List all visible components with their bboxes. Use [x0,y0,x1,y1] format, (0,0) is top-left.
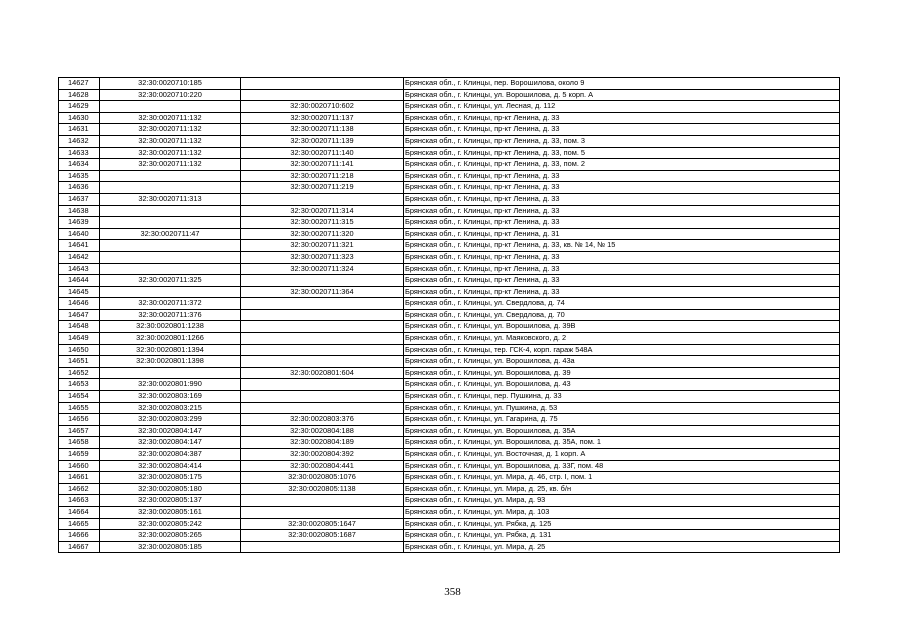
parcel-cadastral-number-cell: 32:30:0020803:169 [100,391,241,403]
parcel-cadastral-number-cell: 32:30:0020801:1394 [100,344,241,356]
table-row [59,344,840,356]
address-cell: Брянская обл., г. Клинцы, ул. Ворошилова, д. 39 [404,367,840,379]
address-cell: Брянская обл., г. Клинцы, ул. Мира, д. 46, стр. I, пом. 1 [404,472,840,484]
page-number: 358 [444,586,461,598]
row-number-cell: 14644 [59,275,100,287]
table-row [59,147,840,159]
address-cell: Брянская обл., г. Клинцы, пр-кт Ленина, д. 33 [404,112,840,124]
address-cell: Брянская обл., г. Клинцы, ул. Пушкина, д. 53 [404,402,840,414]
row-number-cell: 14640 [59,228,100,240]
address-cell: Брянская обл., г. Клинцы, ул. Рябка, д. 131 [404,530,840,542]
address-cell: Брянская обл., г. Клинцы, ул. Лесная, д. 112 [404,101,840,113]
address-cell: Брянская обл., г. Клинцы, ул. Мира, д. 103 [404,506,840,518]
object-cadastral-number-cell: 32:30:0020711:141 [241,159,404,171]
row-number-cell: 14659 [59,449,100,461]
object-cadastral-number-cell: 32:30:0020710:602 [241,101,404,113]
parcel-cadastral-number-cell [100,101,241,113]
parcel-cadastral-number-cell: 32:30:0020801:1398 [100,356,241,368]
address-cell: Брянская обл., г. Клинцы, ул. Мира, д. 25 [404,541,840,553]
object-cadastral-number-cell [241,89,404,101]
row-number-cell: 14657 [59,425,100,437]
parcel-cadastral-number-cell: 32:30:0020805:137 [100,495,241,507]
parcel-cadastral-number-cell: 32:30:0020711:132 [100,135,241,147]
object-cadastral-number-cell: 32:30:0020711:364 [241,286,404,298]
row-number-cell: 14636 [59,182,100,194]
table-row [59,541,840,553]
address-cell: Брянская обл., г. Клинцы, пр-кт Ленина, д. 33, пом. 5 [404,147,840,159]
object-cadastral-number-cell [241,321,404,333]
row-number-cell: 14651 [59,356,100,368]
parcel-cadastral-number-cell [100,367,241,379]
address-cell: Брянская обл., г. Клинцы, тер. ГСК-4, корп. гараж 548А [404,344,840,356]
table-row [59,309,840,321]
parcel-cadastral-number-cell [100,205,241,217]
parcel-cadastral-number-cell: 32:30:0020710:185 [100,78,241,90]
row-number-cell: 14635 [59,170,100,182]
row-number-cell: 14650 [59,344,100,356]
address-cell: Брянская обл., г. Клинцы, ул. Маяковского, д. 2 [404,333,840,345]
table-row [59,263,840,275]
row-number-cell: 14638 [59,205,100,217]
parcel-cadastral-number-cell: 32:30:0020805:161 [100,506,241,518]
object-cadastral-number-cell [241,506,404,518]
address-cell: Брянская обл., г. Клинцы, пр-кт Ленина, д. 33 [404,205,840,217]
table-row [59,251,840,263]
address-cell: Брянская обл., г. Клинцы, пр-кт Ленина, д. 33, пом. 2 [404,159,840,171]
row-number-cell: 14639 [59,217,100,229]
parcel-cadastral-number-cell: 32:30:0020711:47 [100,228,241,240]
row-number-cell: 14653 [59,379,100,391]
object-cadastral-number-cell: 32:30:0020711:321 [241,240,404,252]
row-number-cell: 14627 [59,78,100,90]
table-row [59,414,840,426]
row-number-cell: 14664 [59,506,100,518]
table-row [59,472,840,484]
address-cell: Брянская обл., г. Клинцы, ул. Ворошилова, д. 43а [404,356,840,368]
address-cell: Брянская обл., г. Клинцы, пер. Пушкина, д. 33 [404,391,840,403]
table-row [59,205,840,217]
parcel-cadastral-number-cell [100,251,241,263]
address-cell: Брянская обл., г. Клинцы, пр-кт Ленина, д. 33 [404,182,840,194]
table-row [59,367,840,379]
table-row [59,170,840,182]
address-cell: Брянская обл., г. Клинцы, ул. Мира, д. 25, кв. б/н [404,483,840,495]
object-cadastral-number-cell: 32:30:0020804:188 [241,425,404,437]
object-cadastral-number-cell: 32:30:0020711:323 [241,251,404,263]
parcel-cadastral-number-cell: 32:30:0020805:185 [100,541,241,553]
address-cell: Брянская обл., г. Клинцы, пр-кт Ленина, д. 33 [404,251,840,263]
address-cell: Брянская обл., г. Клинцы, ул. Восточная, д. 1 корп. А [404,449,840,461]
parcel-cadastral-number-cell: 32:30:0020711:132 [100,124,241,136]
address-cell: Брянская обл., г. Клинцы, ул. Рябка, д. 125 [404,518,840,530]
object-cadastral-number-cell: 32:30:0020711:139 [241,135,404,147]
parcel-cadastral-number-cell: 32:30:0020805:242 [100,518,241,530]
address-cell: Брянская обл., г. Клинцы, ул. Ворошилова, д. 5 корп. А [404,89,840,101]
table-row [59,135,840,147]
object-cadastral-number-cell: 32:30:0020711:320 [241,228,404,240]
parcel-cadastral-number-cell: 32:30:0020711:372 [100,298,241,310]
row-number-cell: 14642 [59,251,100,263]
parcel-cadastral-number-cell [100,263,241,275]
object-cadastral-number-cell: 32:30:0020804:392 [241,449,404,461]
address-cell: Брянская обл., г. Клинцы, ул. Свердлова, д. 74 [404,298,840,310]
address-cell: Брянская обл., г. Клинцы, пр-кт Ленина, д. 33 [404,275,840,287]
object-cadastral-number-cell: 32:30:0020711:138 [241,124,404,136]
table-row [59,483,840,495]
parcel-cadastral-number-cell: 32:30:0020711:313 [100,193,241,205]
address-cell: Брянская обл., г. Клинцы, пр-кт Ленина, д. 33 [404,286,840,298]
row-number-cell: 14661 [59,472,100,484]
parcel-cadastral-number-cell: 32:30:0020711:132 [100,159,241,171]
address-cell: Брянская обл., г. Клинцы, ул. Ворошилова, д. 39В [404,321,840,333]
table-row [59,240,840,252]
table-row [59,101,840,113]
address-cell: Брянская обл., г. Клинцы, ул. Ворошилова, д. 35А [404,425,840,437]
row-number-cell: 14660 [59,460,100,472]
table-row [59,425,840,437]
object-cadastral-number-cell [241,391,404,403]
address-cell: Брянская обл., г. Клинцы, ул. Гагарина, д. 75 [404,414,840,426]
object-cadastral-number-cell: 32:30:0020805:1687 [241,530,404,542]
table-row [59,356,840,368]
object-cadastral-number-cell: 32:30:0020804:441 [241,460,404,472]
parcel-cadastral-number-cell [100,170,241,182]
object-cadastral-number-cell [241,541,404,553]
address-cell: Брянская обл., г. Клинцы, пр-кт Ленина, д. 33 [404,170,840,182]
row-number-cell: 14630 [59,112,100,124]
row-number-cell: 14663 [59,495,100,507]
table-row [59,506,840,518]
parcel-cadastral-number-cell: 32:30:0020804:147 [100,437,241,449]
row-number-cell: 14647 [59,309,100,321]
object-cadastral-number-cell: 32:30:0020805:1647 [241,518,404,530]
row-number-cell: 14645 [59,286,100,298]
row-number-cell: 14646 [59,298,100,310]
address-cell: Брянская обл., г. Клинцы, пр-кт Ленина, д. 33 [404,124,840,136]
table-row [59,89,840,101]
parcel-cadastral-number-cell [100,240,241,252]
table-row [59,124,840,136]
table-row [59,379,840,391]
object-cadastral-number-cell: 32:30:0020805:1138 [241,483,404,495]
address-cell: Брянская обл., г. Клинцы, ул. Ворошилова, д. 35А, пом. 1 [404,437,840,449]
object-cadastral-number-cell: 32:30:0020711:315 [241,217,404,229]
table-row [59,182,840,194]
parcel-cadastral-number-cell: 32:30:0020711:132 [100,112,241,124]
address-cell: Брянская обл., г. Клинцы, пр-кт Ленина, д. 33, пом. 3 [404,135,840,147]
address-cell: Брянская обл., г. Клинцы, ул. Свердлова, д. 70 [404,309,840,321]
row-number-cell: 14666 [59,530,100,542]
object-cadastral-number-cell [241,495,404,507]
parcel-cadastral-number-cell: 32:30:0020804:387 [100,449,241,461]
row-number-cell: 14633 [59,147,100,159]
parcel-cadastral-number-cell [100,286,241,298]
table-row [59,217,840,229]
parcel-cadastral-number-cell: 32:30:0020801:1266 [100,333,241,345]
row-number-cell: 14667 [59,541,100,553]
parcel-cadastral-number-cell: 32:30:0020803:299 [100,414,241,426]
table-row [59,495,840,507]
row-number-cell: 14634 [59,159,100,171]
parcel-cadastral-number-cell: 32:30:0020805:175 [100,472,241,484]
table-row [59,228,840,240]
table-row [59,333,840,345]
table-row [59,286,840,298]
row-number-cell: 14641 [59,240,100,252]
table-row [59,391,840,403]
parcel-cadastral-number-cell: 32:30:0020711:132 [100,147,241,159]
object-cadastral-number-cell [241,78,404,90]
address-cell: Брянская обл., г. Клинцы, ул. Мира, д. 93 [404,495,840,507]
object-cadastral-number-cell [241,402,404,414]
row-number-cell: 14654 [59,391,100,403]
row-number-cell: 14652 [59,367,100,379]
row-number-cell: 14648 [59,321,100,333]
row-number-cell: 14628 [59,89,100,101]
table-row [59,321,840,333]
row-number-cell: 14662 [59,483,100,495]
table-row [59,193,840,205]
table-row [59,460,840,472]
object-cadastral-number-cell: 32:30:0020805:1076 [241,472,404,484]
address-cell: Брянская обл., г. Клинцы, пр-кт Ленина, д. 33 [404,217,840,229]
address-cell: Брянская обл., г. Клинцы, пр-кт Ленина, д. 33 [404,193,840,205]
row-number-cell: 14629 [59,101,100,113]
row-number-cell: 14631 [59,124,100,136]
row-number-cell: 14637 [59,193,100,205]
object-cadastral-number-cell: 32:30:0020711:140 [241,147,404,159]
parcel-cadastral-number-cell [100,217,241,229]
object-cadastral-number-cell [241,379,404,391]
address-cell: Брянская обл., г. Клинцы, пр-кт Ленина, д. 33, кв. № 14, № 15 [404,240,840,252]
row-number-cell: 14655 [59,402,100,414]
row-number-cell: 14643 [59,263,100,275]
object-cadastral-number-cell: 32:30:0020711:218 [241,170,404,182]
table-row [59,449,840,461]
parcel-cadastral-number-cell: 32:30:0020804:414 [100,460,241,472]
table-row [59,275,840,287]
row-number-cell: 14656 [59,414,100,426]
parcel-cadastral-number-cell: 32:30:0020801:1238 [100,321,241,333]
row-number-cell: 14649 [59,333,100,345]
parcel-cadastral-number-cell: 32:30:0020710:220 [100,89,241,101]
parcel-cadastral-number-cell: 32:30:0020804:147 [100,425,241,437]
table-row [59,298,840,310]
object-cadastral-number-cell [241,344,404,356]
table-row [59,530,840,542]
table-row [59,159,840,171]
address-cell: Брянская обл., г. Клинцы, пр-кт Ленина, д. 31 [404,228,840,240]
object-cadastral-number-cell: 32:30:0020801:604 [241,367,404,379]
parcel-cadastral-number-cell: 32:30:0020805:180 [100,483,241,495]
address-cell: Брянская обл., г. Клинцы, ул. Ворошилова, д. 33Г, пом. 48 [404,460,840,472]
parcel-cadastral-number-cell [100,182,241,194]
object-cadastral-number-cell [241,309,404,321]
object-cadastral-number-cell: 32:30:0020711:219 [241,182,404,194]
table-row [59,402,840,414]
parcel-cadastral-number-cell: 32:30:0020803:215 [100,402,241,414]
object-cadastral-number-cell [241,356,404,368]
object-cadastral-number-cell [241,298,404,310]
address-cell: Брянская обл., г. Клинцы, ул. Ворошилова, д. 43 [404,379,840,391]
object-cadastral-number-cell [241,333,404,345]
object-cadastral-number-cell [241,193,404,205]
object-cadastral-number-cell: 32:30:0020711:324 [241,263,404,275]
table-row [59,518,840,530]
address-cell: Брянская обл., г. Клинцы, пер. Ворошилова, около 9 [404,78,840,90]
parcel-cadastral-number-cell: 32:30:0020805:265 [100,530,241,542]
parcel-cadastral-number-cell: 32:30:0020711:325 [100,275,241,287]
cadastral-table [58,77,840,553]
table-row [59,437,840,449]
row-number-cell: 14665 [59,518,100,530]
object-cadastral-number-cell: 32:30:0020804:189 [241,437,404,449]
object-cadastral-number-cell: 32:30:0020711:314 [241,205,404,217]
parcel-cadastral-number-cell: 32:30:0020801:990 [100,379,241,391]
row-number-cell: 14658 [59,437,100,449]
object-cadastral-number-cell: 32:30:0020803:376 [241,414,404,426]
table-body [59,78,840,553]
table-row [59,78,840,90]
address-cell: Брянская обл., г. Клинцы, пр-кт Ленина, д. 33 [404,263,840,275]
object-cadastral-number-cell: 32:30:0020711:137 [241,112,404,124]
row-number-cell: 14632 [59,135,100,147]
table-row [59,112,840,124]
parcel-cadastral-number-cell: 32:30:0020711:376 [100,309,241,321]
object-cadastral-number-cell [241,275,404,287]
